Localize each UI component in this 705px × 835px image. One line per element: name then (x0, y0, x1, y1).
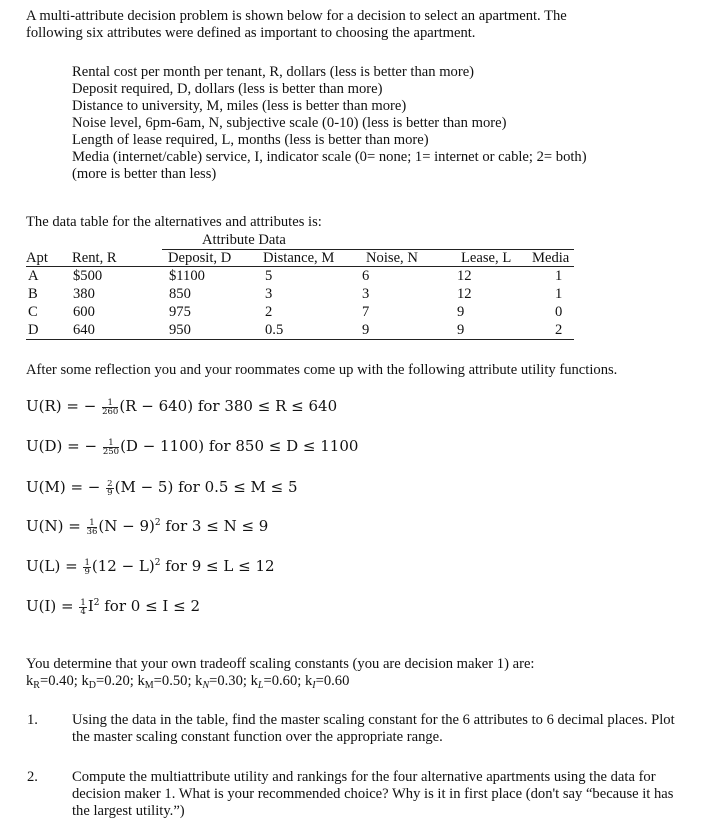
header-noise: Noise, N (366, 250, 418, 266)
utility-function-lease: U(L) = $\frac{1}{9}$ $(12 - L)^2$ for 9 ≤ L ≤ 12 (26, 557, 275, 577)
table-cell: 2 (555, 322, 563, 338)
utility-function-rent: U(R) = − $\frac{1}{260}$ (R − 640) for 380 ≤ R ≤ 640 (26, 397, 338, 417)
table-cell: 1 (555, 286, 563, 302)
table-cell: 9 (362, 322, 370, 338)
question-1-text: Using the data in the table, find the master scaling constant for the 6 attributes to 6 decimal places. Plot the master scaling constant function over the appropriate range. (72, 712, 675, 745)
table-cell: 3 (362, 286, 370, 302)
table-cell: 850 (169, 286, 191, 302)
table-cell: 7 (362, 304, 370, 320)
attribute-distance: Distance to university, M, miles (less is better than more) (72, 98, 407, 114)
attribute-noise: Noise level, 6pm-6am, N, subjective scale (0-10) (less is better than more) (72, 115, 507, 131)
table-cell: 12 (457, 286, 472, 302)
table-cell: 9 (457, 304, 465, 320)
attribute-lease: Length of lease required, L, months (less is better than more) (72, 132, 429, 148)
scaling-values: $k_R=0.40$; $k_D=0.20$; $k_M=0.50$; $k_N=0.30$; $k_L=0.60$; $k_I=0.60$ (26, 673, 350, 691)
attribute-rent: Rental cost per month per tenant, R, dollars (less is better than more) (72, 64, 475, 80)
table-cell: 6 (362, 268, 370, 284)
table-group-header: Attribute Data (202, 232, 286, 248)
table-cell: 1 (555, 268, 563, 284)
header-distance: Distance, M (263, 250, 335, 266)
table-cell: 12 (457, 268, 472, 284)
intro-paragraph (26, 8, 686, 42)
table-cell: 975 (169, 304, 191, 320)
intro-line-2: following six attributes were defined as important to choosing the apartment. (26, 25, 476, 41)
table-cell: D (28, 322, 39, 338)
header-apt: Apt (26, 250, 48, 266)
header-media: Media (532, 250, 570, 266)
question-1-number: 1. (27, 712, 38, 728)
utility-intro: After some reflection you and your roommates come up with the following attribute utility functions. (26, 362, 618, 378)
attribute-deposit: Deposit required, D, dollars (less is better than more) (72, 81, 383, 97)
table-cell: 640 (73, 322, 95, 338)
utility-function-noise: U(N) = $\frac{1}{36}$ $(N - 9)^2$ for 3 ≤ N ≤ 9 (26, 517, 269, 537)
scaling-intro: You determine that your own tradeoff scaling constants (you are decision maker 1) are: (26, 656, 535, 672)
table-cell: 380 (73, 286, 95, 302)
table-intro: The data table for the alternatives and attributes is: (26, 214, 322, 230)
intro-line-1: A multi-attribute decision problem is shown below for a decision to select an apartment. The (26, 8, 567, 24)
table-cell: 0 (555, 304, 563, 320)
question-2-text: Compute the multiattribute utility and rankings for the four alternative apartments using the data for decision maker 1. What is your recommended choice? Why is it in first place (don't say “because it has the largest utility.”) (72, 769, 674, 819)
question-2-number: 2. (27, 769, 38, 785)
table-cell: 950 (169, 322, 191, 338)
scaling-constants (26, 656, 534, 690)
attribute-media: Media (internet/cable) service, I, indicator scale (0= none; 1= internet or cable; 2= both) (72, 149, 587, 165)
table-bottom-rule (26, 339, 574, 340)
table-cell: 3 (265, 286, 273, 302)
table-cell: 9 (457, 322, 465, 338)
attribute-list (72, 64, 587, 183)
utility-function-deposit: U(D) = − $\frac{1}{250}$ (D − 1100) for 850 ≤ D ≤ 1100 (26, 437, 359, 457)
table-cell: 2 (265, 304, 273, 320)
table-cell: 5 (265, 268, 273, 284)
utility-function-distance: U(M) = − $\frac{2}{9}$ (M − 5) for 0.5 ≤ M ≤ 5 (26, 478, 298, 498)
header-deposit: Deposit, D (168, 250, 232, 266)
table-cell: B (28, 286, 38, 302)
table-cell: 0.5 (265, 322, 284, 338)
header-rent: Rent, R (72, 250, 117, 266)
header-lease: Lease, L (461, 250, 512, 266)
table-cell: A (28, 268, 39, 284)
attribute-media-note: (more is better than less) (72, 166, 217, 182)
table-cell: C (28, 304, 38, 320)
table-cell: $1100 (169, 268, 205, 284)
table-cell: $500 (73, 268, 103, 284)
table-cell: 600 (73, 304, 95, 320)
utility-function-media: U(I) = $\frac{1}{4}$ $I^2$ for 0 ≤ I ≤ 2 (26, 597, 200, 617)
